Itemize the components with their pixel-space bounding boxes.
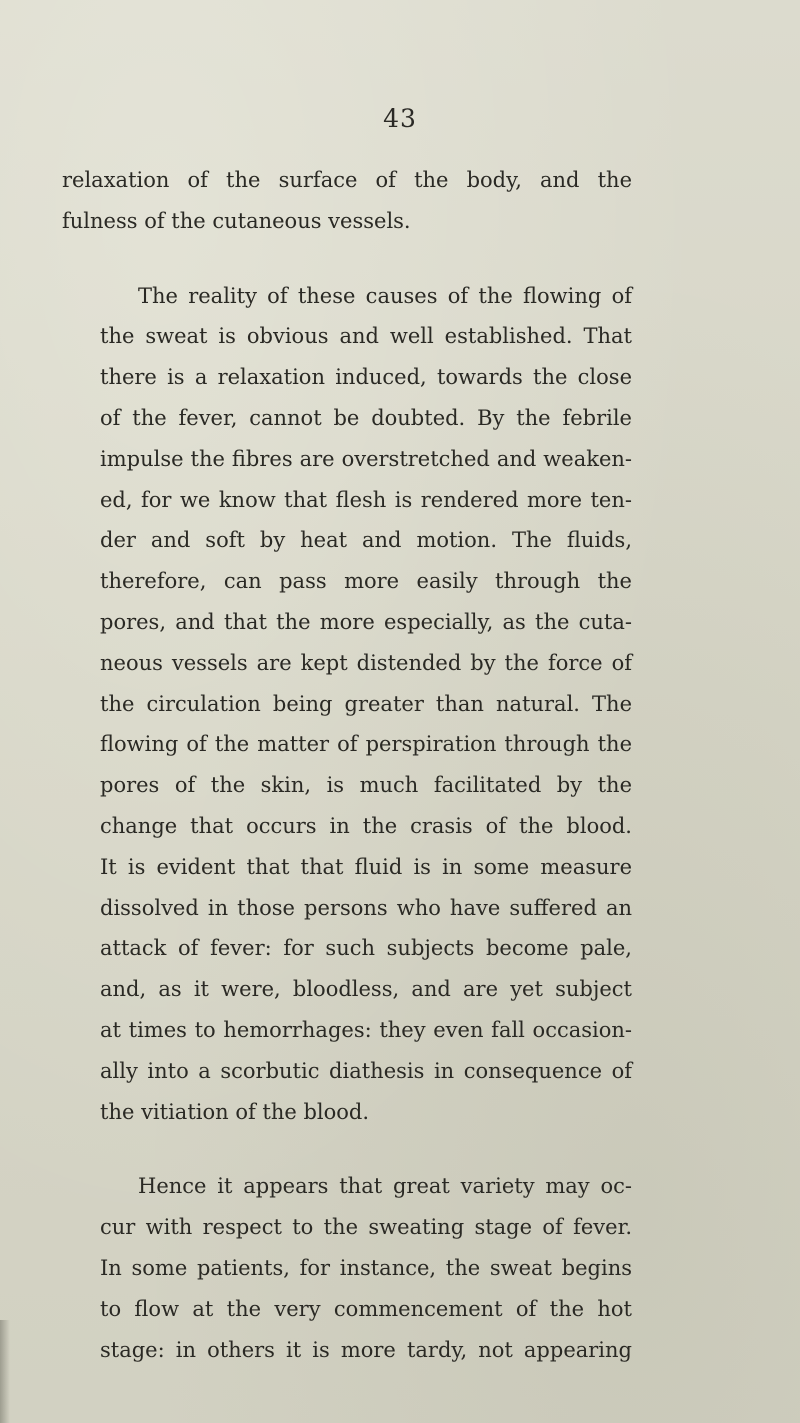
text-line: pores, and that the more especially, as the cuta-	[100, 609, 632, 634]
text-line: impulse the fibres are overstretched and weaken-	[100, 446, 632, 471]
text-line: ed, for we know that flesh is rendered more ten-	[100, 487, 632, 512]
paragraph-gap	[62, 1132, 632, 1166]
text-line: The reality of these causes of the flowing of	[138, 283, 632, 308]
text-line: change that occurs in the crasis of the blood.	[100, 813, 632, 838]
text-line: It is evident that that fluid is in some measure	[100, 854, 632, 879]
text-line: relaxation of the surface of the body, and the	[62, 168, 632, 192]
body-text	[62, 160, 632, 1370]
paragraph-1	[62, 160, 632, 242]
text-line: neous vessels are kept distended by the force of	[100, 650, 632, 675]
text-line: the sweat is obvious and well established. That	[100, 324, 632, 349]
page-edge-shadow	[0, 1320, 10, 1423]
text-line: to flow at the very commencement of the hot	[100, 1296, 632, 1321]
page-number: 43	[383, 104, 417, 133]
text-line: stage: in others it is more tardy, not appearing	[100, 1337, 632, 1362]
text-line: In some patients, for instance, the sweat begins	[100, 1255, 632, 1280]
paragraph-2	[62, 276, 632, 1133]
paragraph-gap	[62, 242, 632, 276]
text-line: attack of fever: for such subjects become pale,	[100, 936, 632, 961]
paragraph-3	[62, 1166, 632, 1370]
text-line: and, as it were, bloodless, and are yet subject	[100, 977, 632, 1002]
text-line: Hence it appears that great variety may oc-	[138, 1174, 632, 1199]
text-line: there is a relaxation induced, towards the close	[100, 365, 632, 390]
text-line: der and soft by heat and motion. The fluids,	[100, 528, 632, 553]
text-line: fulness of the cutaneous vessels.	[62, 208, 411, 233]
text-line: pores of the skin, is much facilitated by the	[100, 773, 632, 798]
text-line: cur with respect to the sweating stage of fever.	[100, 1215, 632, 1240]
text-line: flowing of the matter of perspiration through the	[100, 732, 632, 757]
text-line: of the fever, cannot be doubted. By the febrile	[100, 405, 632, 430]
text-line: dissolved in those persons who have suffered an	[100, 895, 632, 920]
text-line: the circulation being greater than natural. The	[100, 691, 632, 716]
text-line: the vitiation of the blood.	[100, 1099, 370, 1124]
text-line: ally into a scorbutic diathesis in consequence of	[100, 1058, 632, 1083]
text-line: therefore, can pass more easily through the	[100, 569, 632, 594]
text-line: at times to hemorrhages: they even fall occasion-	[100, 1017, 632, 1042]
